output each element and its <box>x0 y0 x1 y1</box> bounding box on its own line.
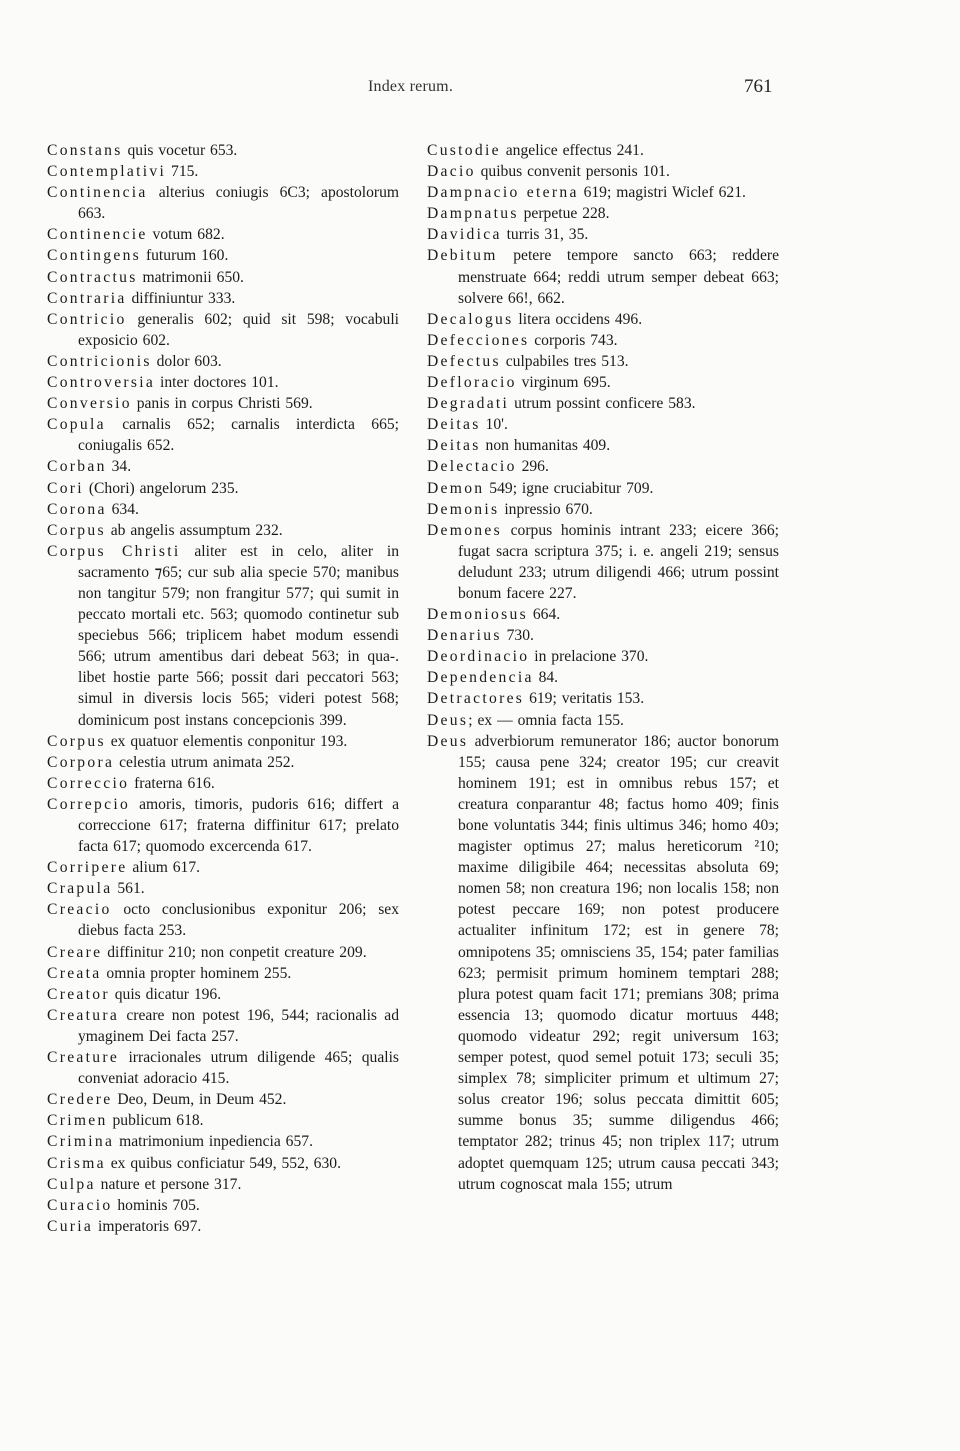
entry-text: (Chori) angelorum 235. <box>83 479 239 497</box>
entry-text: dolor 603. <box>151 352 222 370</box>
index-entry <box>47 1174 399 1195</box>
entry-headword: Defloracio <box>427 374 517 392</box>
entry-headword: Cori <box>47 479 84 497</box>
index-entry <box>47 288 399 309</box>
entry-headword: Degradati <box>427 395 510 413</box>
entry-text: quis vocetur 653. <box>122 142 238 159</box>
entry-text: fraterna 616. <box>129 774 215 792</box>
running-title: Index rerum. <box>368 78 454 95</box>
index-entry <box>427 140 779 161</box>
entry-text: quis dicatur 196. <box>109 985 222 1003</box>
entry-headword: Corona <box>47 500 107 518</box>
entry-text: 730. <box>501 627 534 645</box>
entry-headword: Contraria <box>47 289 127 307</box>
entry-headword: Deordinacio <box>427 648 530 666</box>
index-entry <box>47 1047 399 1089</box>
entry-text: petere tempore sancto 663; reddere menstruate 664; reddi utrum semper debeat 663; solvere 66!, 662. <box>458 247 779 307</box>
entry-text: turris 31, 35. <box>501 226 589 244</box>
index-entry <box>47 984 399 1005</box>
entry-headword: Corpora <box>47 753 115 771</box>
index-entry <box>427 414 779 435</box>
index-entry <box>427 456 779 477</box>
entry-headword: Corpus <box>47 732 106 750</box>
entry-headword: Demones <box>427 521 502 539</box>
entry-text: non humanitas 409. <box>480 437 611 455</box>
entry-text: amoris, timoris, pudoris 616; differt a correccione 617; fraterna diffinitur 617; prelato facta 617; quomodo excercenda 617. <box>78 795 399 856</box>
entry-text: ex quatuor elementis conponitur 193. <box>105 732 348 750</box>
entry-headword: Deitas <box>427 416 481 434</box>
entry-text: 619; veritatis 153. <box>524 690 645 708</box>
entry-text: irracionales utrum diligende 465; qualis conveniat adoracio 415. <box>78 1049 399 1088</box>
index-entry <box>427 161 779 182</box>
entry-headword: Decalogus <box>427 310 514 328</box>
entry-headword: Conversio <box>47 395 132 413</box>
entry-headword: Dependencia <box>427 669 534 687</box>
index-entry <box>47 1089 399 1110</box>
index-entry <box>427 499 779 520</box>
index-entry <box>47 1216 399 1237</box>
entry-text: 549; igne cruciabitur 709. <box>484 479 654 497</box>
index-entry <box>47 351 399 372</box>
index-entry <box>427 688 779 709</box>
entry-text: 619; magistri Wiclef 621. <box>578 184 746 202</box>
index-entry <box>47 541 399 731</box>
entry-text: futurum 160. <box>141 247 229 265</box>
index-column-right <box>427 140 779 1195</box>
index-entry <box>47 182 399 224</box>
index-entry <box>47 245 399 266</box>
index-entry <box>47 942 399 963</box>
entry-headword: Crimen <box>47 1112 108 1130</box>
entry-headword: Corpus Christi <box>47 542 181 560</box>
entry-text: generalis 602; quid sit 598; vocabuli exposicio 602. <box>78 310 399 349</box>
index-entry <box>47 267 399 288</box>
entry-headword: Credere <box>47 1091 113 1109</box>
index-entry <box>47 161 399 182</box>
entry-text: matrimonium inpediencia 657. <box>114 1133 313 1151</box>
page-number: 761 <box>744 76 773 97</box>
index-entry <box>47 309 399 351</box>
index-entry <box>427 646 779 667</box>
entry-text: utrum possint conficere 583. <box>509 395 696 413</box>
entry-headword: Deitas <box>427 437 481 455</box>
entry-text: alium 617. <box>127 859 201 877</box>
index-entry <box>47 752 399 773</box>
entry-headword: Defectus <box>427 352 501 370</box>
index-entry <box>427 478 779 499</box>
entry-headword: Culpa <box>47 1175 96 1193</box>
index-entry <box>427 309 779 330</box>
index-entry <box>427 224 779 245</box>
entry-headword: Detractores <box>427 690 525 708</box>
entry-text: virginum 695. <box>516 374 611 392</box>
entry-headword: Contractus <box>47 268 138 286</box>
entry-text: publicum 618. <box>107 1112 204 1130</box>
entry-headword: Demon <box>427 479 485 497</box>
entry-headword: Continencia <box>47 184 148 202</box>
entry-text: omnia propter hominem 255. <box>101 964 292 982</box>
entry-headword: Correpcio <box>47 795 131 813</box>
entry-headword: Continencie <box>47 226 148 244</box>
index-entry <box>427 625 779 646</box>
index-entry <box>427 710 779 731</box>
index-entry <box>47 1195 399 1216</box>
entry-text: matrimonii 650. <box>137 268 244 286</box>
entry-text: 10'. <box>480 416 508 434</box>
entry-headword: Creatura <box>47 1006 120 1024</box>
entry-text: ab angelis assumptum 232. <box>105 521 283 539</box>
entry-text: corporis 743. <box>529 331 618 349</box>
index-entry <box>47 878 399 899</box>
entry-headword: Delectacio <box>427 458 517 476</box>
entry-headword: Contemplativi <box>47 163 167 181</box>
entry-headword: Creator <box>47 985 110 1003</box>
index-entry <box>47 140 399 161</box>
entry-headword: Davidica <box>427 226 502 244</box>
entry-headword: Controversia <box>47 374 156 392</box>
entry-text: adverbiorum remunerator 186; auctor bonorum 155; causa pene 324; creator 195; cur creavit hominem 191; est in omnibus rebus 157; et creatura conparantur 48; factus homo 409; finis bone voluntatis 344; finis ultimus 346; homo 40϶; magister optimus 27; malus hereticorum ²10; maxime diligibile 464; necessitas absoluta 69; nomen 58; non creatura 196; non localis 158; non potest peccare 169; non potest producere actualiter infinitum 172; est in genere 78; omnipotens 35; omnisciens 35, 154; pater familias 623; permisit primum hominem temptari 288; plura potest quam facit 171; premians 308; prima essencia 13; quomodo dicatur mortuus 448; quomodo videatur 292; regit universum 163; semper potest, quod semel potuit 173; seculi 35; simplex 78; simpliciter primum et ultimum 27; solus creator 196; solus peccata dimittit 605; summe bonus 35; summe diligendus 466; temptator 282; trinus 45; non triplex 117; utrum adoptet quemquam 125; utrum causa peccati 343; utrum cognoscat mala 155; utrum <box>458 732 779 1193</box>
entry-headword: Demoniosus <box>427 606 528 624</box>
entry-headword: Defecciones <box>427 331 530 349</box>
index-entry <box>427 667 779 688</box>
entry-text: 664. <box>527 606 561 624</box>
entry-text: 634. <box>106 500 139 518</box>
entry-headword: Corban <box>47 458 107 476</box>
entry-text: octo conclusionibus exponitur 206; sex diebus facta 253. <box>78 901 399 940</box>
index-entry <box>47 857 399 878</box>
entry-text: 84. <box>533 669 559 687</box>
entry-headword: Deus <box>427 732 469 750</box>
index-entry <box>47 794 399 857</box>
entry-text: celestia utrum animata 252. <box>114 753 295 771</box>
entry-text: in prelacione 370. <box>529 648 649 666</box>
entry-text: diffiniuntur 333. <box>126 289 236 307</box>
entry-text: inter doctores 101. <box>155 374 279 392</box>
index-entry <box>47 1153 399 1174</box>
entry-text: 715. <box>166 163 199 181</box>
index-entry <box>47 393 399 414</box>
entry-headword: Creare <box>47 943 103 961</box>
entry-text: imperatoris 697. <box>93 1217 202 1235</box>
entry-headword: Corripere <box>47 859 128 877</box>
index-entry <box>427 203 779 224</box>
index-entry <box>47 1005 399 1047</box>
index-entry <box>47 963 399 984</box>
entry-text: 561. <box>112 880 145 898</box>
entry-headword: Curia <box>47 1217 94 1235</box>
entry-headword: Dacio <box>427 163 476 181</box>
entry-text: litera occidens 496. <box>513 310 643 328</box>
index-entry <box>427 731 779 1195</box>
entry-text: Deo, Deum, in Deum 452. <box>112 1091 287 1109</box>
page-header <box>0 76 960 102</box>
index-entry <box>427 393 779 414</box>
index-entry <box>427 435 779 456</box>
index-entry <box>47 456 399 477</box>
entry-headword: Dampnatus <box>427 205 519 223</box>
index-entry <box>427 330 779 351</box>
entry-text: 34. <box>106 458 132 476</box>
index-entry <box>47 731 399 752</box>
index-entry <box>427 372 779 393</box>
entry-text: culpabiles tres 513. <box>500 352 629 370</box>
index-entry <box>427 182 779 203</box>
entry-text: panis in corpus Christi 569. <box>131 395 313 413</box>
index-entry <box>47 224 399 245</box>
index-entry <box>47 773 399 794</box>
index-entry <box>47 520 399 541</box>
entry-headword: Constans <box>47 142 123 159</box>
index-entry <box>427 604 779 625</box>
entry-text: hominis 705. <box>112 1196 200 1214</box>
entry-headword: Correccio <box>47 774 130 792</box>
entry-headword: Crisma <box>47 1154 106 1172</box>
entry-headword: Debitum <box>427 247 498 265</box>
entry-headword: Corpus <box>47 521 106 539</box>
index-entry <box>47 414 399 456</box>
entry-headword: Creacio <box>47 901 112 919</box>
entry-headword: Dampnacio eterna <box>427 184 579 202</box>
entry-headword: Creata <box>47 964 102 982</box>
entry-headword: Demonis <box>427 500 500 518</box>
entry-text: aliter est in celo, aliter in sacramento ⁊65; cur sub alia specie 570; manibus non tangitur 579; non frangitur 577; qui sumit in peccato mortali etc. 563; quomodo continetur sub speciebus 566; triplicem habet modum essendi 566; utrum amentibus dari debeat 563; in qua-. libet hostie parte 566; possit dari peccatori 563; simul in diversis locis 565; videri potest 568; dominicum post instans concepcionis 399. <box>78 542 399 729</box>
index-entry <box>427 245 779 308</box>
entry-text: perpetue 228. <box>518 205 610 223</box>
entry-text: angelice effectus 241. <box>500 142 644 159</box>
entry-text: quibus convenit personis 101. <box>475 163 670 181</box>
entry-headword: Creature <box>47 1049 120 1067</box>
index-entry <box>427 520 779 604</box>
entry-text: alterius coniugis 6C3; apostolorum 663. <box>78 184 399 223</box>
index-entry <box>47 1110 399 1131</box>
entry-headword: Contricionis <box>47 352 152 370</box>
index-entry <box>47 1131 399 1152</box>
index-entry <box>47 499 399 520</box>
entry-headword: Denarius <box>427 627 502 645</box>
entry-headword: Copula <box>47 416 106 434</box>
entry-headword: Contingens <box>47 247 142 265</box>
index-column-left <box>47 140 399 1237</box>
entry-text: ; ex — omnia facta 155. <box>468 711 624 729</box>
entry-text: creare non potest 196, 544; racionalis ad ymaginem Dei facta 257. <box>78 1006 399 1045</box>
index-entry <box>47 372 399 393</box>
entry-text: corpus hominis intrant 233; eicere 366; fugat sacra scriptura 375; i. e. angeli 219; sensus deludunt 233; utrum diligendi 466; utrum possint bonum facere 227. <box>458 521 779 602</box>
entry-headword: Custodie <box>427 142 501 159</box>
index-entry <box>47 478 399 499</box>
entry-text: carnalis 652; carnalis interdicta 665; coniugalis 652. <box>78 416 399 455</box>
entry-text: diffinitur 210; non conpetit creature 209. <box>102 943 367 961</box>
entry-headword: Curacio <box>47 1196 113 1214</box>
entry-headword: Crapula <box>47 880 113 898</box>
entry-headword: Deus <box>427 711 469 729</box>
entry-text: inpressio 670. <box>499 500 593 518</box>
entry-headword: Crimina <box>47 1133 115 1151</box>
index-entry <box>427 351 779 372</box>
entry-text: 296. <box>516 458 549 476</box>
entry-text: ex quibus conficiatur 549, 552, 630. <box>105 1154 341 1172</box>
entry-headword: Contricio <box>47 310 127 328</box>
entry-text: nature et persone 317. <box>95 1175 242 1193</box>
index-entry <box>47 899 399 941</box>
entry-text: votum 682. <box>147 226 225 244</box>
